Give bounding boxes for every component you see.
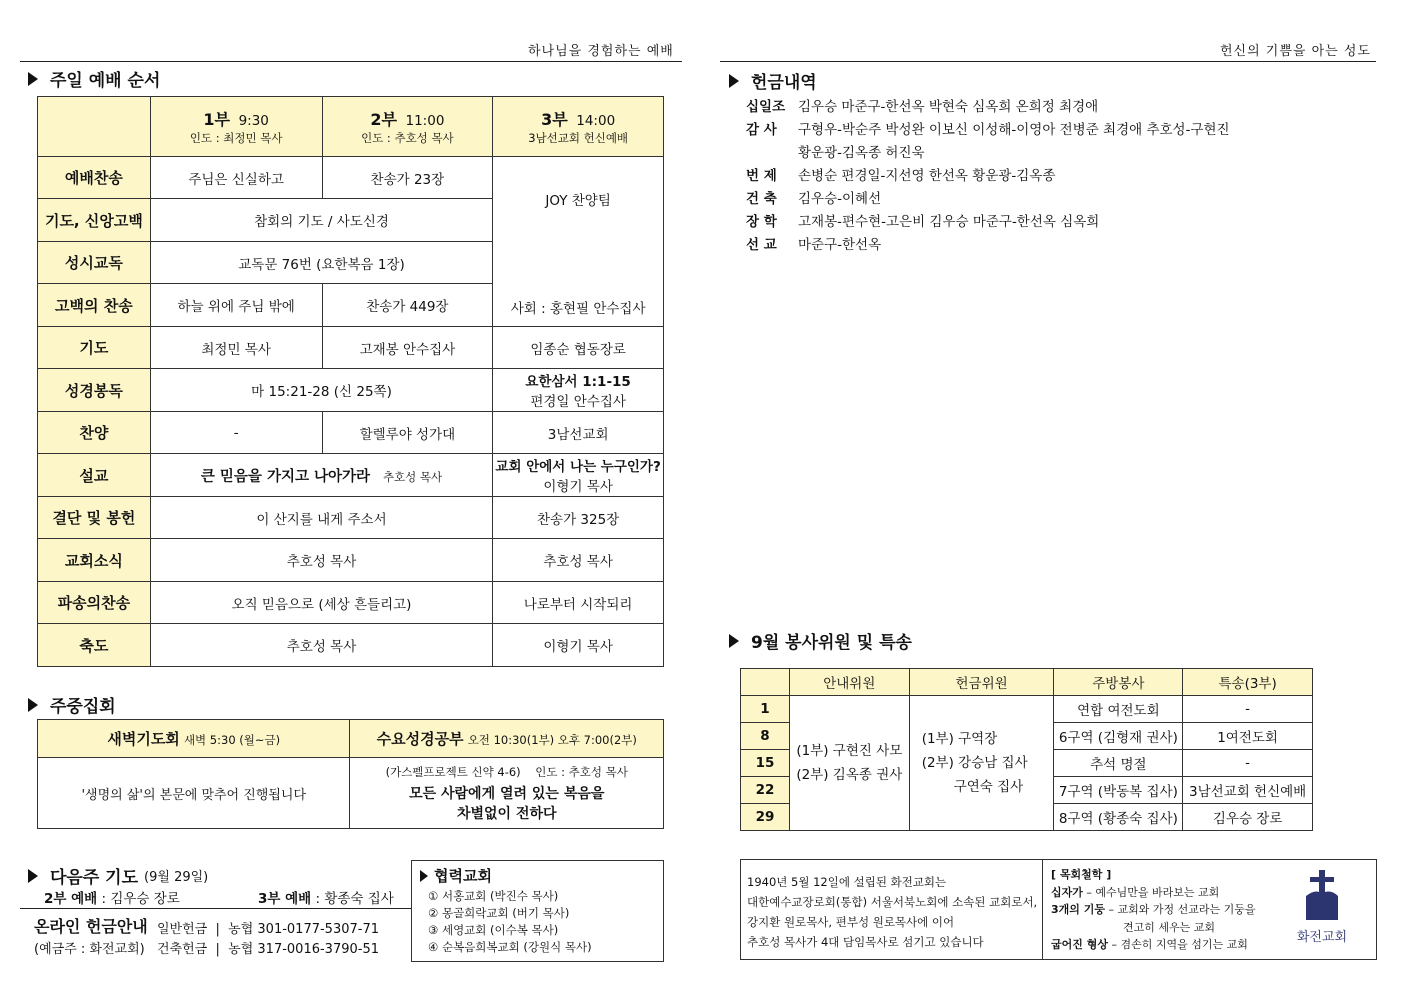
offering-category: 감 사 (746, 122, 777, 138)
service-3-time: 14:00 (576, 113, 616, 129)
offering-row (746, 211, 1230, 234)
special-song: 1여전도회 (1183, 723, 1313, 750)
next-prayer-title: 다음주 기도 (50, 868, 139, 888)
sermon-service-12 (150, 454, 492, 497)
service-3-header (493, 97, 664, 157)
worship-section-title (28, 66, 160, 91)
offering-row (746, 234, 1230, 257)
kitchen-volunteer: 연합 여전도회 (1054, 696, 1183, 723)
kitchen-volunteer: 6구역 (김형재 권사) (1054, 723, 1183, 750)
philosophy-label: 3개의 기둥 (1051, 903, 1105, 916)
offering-category: 장 학 (746, 214, 777, 230)
next-prayer-section-title (28, 863, 208, 888)
offering-names: 구형우-박순주 박성완 이보신 이성해-이영아 전병준 최경애 추호성-구현진 (798, 122, 1230, 138)
sending-hymn-service-12: 오직 믿음으로 (세상 흔들리고) (150, 582, 492, 624)
wed-study-theme-line1: 모든 사람에게 열려 있는 복음을 (409, 785, 605, 802)
church-logo-text: 화전교회 (1296, 930, 1348, 945)
offering-category: 번 제 (746, 168, 777, 184)
service-1-time: 9:30 (238, 113, 269, 129)
volunteer-header-kitchen: 주방봉사 (1054, 669, 1183, 696)
left-header-rule (20, 61, 682, 62)
service-2-header (322, 97, 493, 157)
weekly-meetings-table (37, 719, 664, 829)
partner-church-item: ② 몽골희락교회 (버기 목사) (428, 906, 570, 920)
wed-study-theme-line2: 차별없이 전하다 (456, 805, 557, 822)
row-label-responsive-reading: 성시교독 (38, 242, 151, 284)
building-offering-label: 건축헌금 (157, 942, 208, 957)
offerings-list (746, 96, 1230, 257)
partner-churches-header (420, 865, 663, 886)
wed-study-title: 수요성경공부 (376, 730, 464, 748)
triangle-bullet-icon (729, 634, 739, 648)
guide-volunteers (789, 696, 909, 831)
offering-service-12: 이 산지를 내게 주소서 (150, 497, 492, 539)
volunteer-date: 22 (741, 777, 790, 804)
offering-service-3: 찬송가 325장 (493, 497, 664, 539)
row-label-benediction: 축도 (38, 624, 151, 667)
pastoral-philosophy (1051, 866, 1256, 954)
offering-volunteer-3: 구연숙 집사 (953, 779, 1024, 795)
wed-study-time: 오전 10:30(1부) 오후 7:00(2부) (467, 733, 637, 747)
volunteer-date: 8 (741, 723, 790, 750)
separator: | (215, 922, 220, 937)
kitchen-volunteer: 추석 명절 (1054, 750, 1183, 777)
service-3-praise-team: JOY 찬양팀 (493, 157, 664, 242)
wed-study-curriculum: (가스펠프로젝트 신약 4-6) (385, 764, 521, 779)
offering-names: 마준구-한선옥 (798, 237, 882, 253)
next-prayer-2-name: : 김우승 장로 (101, 891, 180, 907)
offerings-section-title (729, 68, 817, 93)
triangle-bullet-icon (28, 72, 38, 86)
philosophy-label: 굽어진 형상 (1051, 938, 1108, 951)
philosophy-title: [ 목회철학 ] (1051, 868, 1112, 881)
volunteer-section-title (729, 628, 912, 653)
weekly-section-title (28, 692, 116, 717)
triangle-bullet-icon (420, 870, 428, 882)
special-song: 김우승 장로 (1183, 804, 1313, 831)
partner-church-item: ① 서홍교회 (박진수 목사) (428, 889, 559, 903)
philosophy-text: – 교회와 가정 선교라는 기둥을 (1108, 903, 1256, 916)
triangle-bullet-icon (729, 74, 739, 88)
sermon-service-3 (493, 454, 664, 497)
row-label-sermon: 설교 (38, 454, 151, 497)
next-prayer-3-name: : 황종숙 집사 (315, 891, 394, 907)
service-1-header (150, 97, 322, 157)
triangle-bullet-icon (28, 869, 38, 883)
church-cross-logo-icon (1302, 868, 1342, 922)
scripture-service-3 (493, 369, 664, 412)
left-header-title: 하나님을 경험하는 예배 (528, 44, 674, 59)
special-song: - (1183, 750, 1313, 777)
offering-volunteers (909, 696, 1054, 831)
philosophy-text: 견고히 세우는 교회 (1123, 920, 1216, 934)
row-label-sending-hymn: 파송의찬송 (38, 582, 151, 624)
special-song: - (1183, 696, 1313, 723)
online-offering-holder: (예금주 : 화전교회) (34, 942, 145, 957)
volunteer-date: 15 (741, 750, 790, 777)
service-3-note: 3남선교회 헌신예배 (528, 131, 629, 145)
church-history-line: 강지환 원로목사, 편부성 원로목사에 이어 (747, 915, 955, 929)
volunteer-date: 29 (741, 804, 790, 831)
church-news-service-3: 추호성 목사 (493, 539, 664, 582)
church-info-box (740, 859, 1377, 960)
building-offering-account: 농협 317-0016-3790-51 (228, 942, 380, 957)
next-prayer-rule (20, 908, 412, 909)
church-history-line: 1940년 5월 12일에 설립된 화전교회는 (747, 875, 947, 889)
dawn-prayer-header (38, 720, 350, 758)
offering-names: 손병순 편경일-지선영 한선옥 황운광-김옥종 (798, 168, 1056, 184)
offering-category (746, 142, 798, 165)
next-prayer-date: (9월 29일) (144, 870, 209, 885)
next-prayer-2-label: 2부 예배 (44, 891, 98, 907)
general-offering-account: 농협 301-0177-5307-71 (228, 922, 380, 937)
row-label-prayer-creed: 기도, 신앙고백 (38, 199, 151, 242)
row-label-offering: 결단 및 봉헌 (38, 497, 151, 539)
online-offering-title: 온라인 헌금안내 (34, 917, 148, 936)
wed-study-description (350, 758, 664, 829)
right-header-title: 헌신의 기쁨을 아는 성도 (1220, 44, 1371, 59)
row-label-hymn: 예배찬송 (38, 157, 151, 199)
prayer-service-2: 고재봉 안수집사 (322, 327, 493, 369)
dawn-prayer-time: 새벽 5:30 (월~금) (183, 733, 281, 747)
volunteer-header-special: 특송(3부) (1183, 669, 1313, 696)
prayer-service-3: 임종순 협동장로 (493, 327, 664, 369)
dawn-prayer-title: 새벽기도회 (107, 730, 180, 748)
service-3-host: 사회 : 홍현필 안수집사 (493, 242, 664, 327)
row-label-church-news: 교회소식 (38, 539, 151, 582)
next-prayer-service-2 (44, 887, 180, 907)
sending-hymn-service-3: 나로부터 시작되리 (493, 582, 664, 624)
weekly-title-text: 주중집회 (50, 697, 116, 717)
offering-category: 십일조 (746, 99, 786, 115)
benediction-service-3: 이형기 목사 (493, 624, 664, 667)
service-2-name: 2부 (370, 110, 397, 129)
offering-row (746, 142, 1230, 165)
prayer-creed-service-12: 참회의 기도 / 사도신경 (150, 199, 492, 242)
offering-row (746, 188, 1230, 211)
service-2-leader: 인도 : 추호성 목사 (361, 131, 454, 145)
next-prayer-3-label: 3부 예배 (258, 891, 312, 907)
online-offering-row-building (157, 938, 379, 957)
kitchen-volunteer: 8구역 (황종숙 집사) (1054, 804, 1183, 831)
volunteer-header-guide: 안내위원 (789, 669, 909, 696)
offering-names: 황운광-김옥종 허진욱 (798, 145, 925, 161)
wed-study-leader: 인도 : 추호성 목사 (535, 764, 628, 779)
partner-church-item: ④ 순복음희복교회 (강원식 목사) (428, 940, 592, 954)
service-3-name: 3부 (541, 110, 568, 129)
guide-volunteer-1: (1부) 구현진 사모 (796, 743, 903, 759)
scripture-service-3-passage: 요한삼서 1:1-15 (525, 374, 631, 390)
offering-row (746, 96, 1230, 119)
offering-category: 선 교 (746, 237, 777, 253)
wed-study-header (350, 720, 664, 758)
hymn-service-1: 주님은 신실하고 (150, 157, 322, 199)
kitchen-volunteer: 7구역 (박동복 집사) (1054, 777, 1183, 804)
partner-churches-box (411, 860, 664, 962)
next-prayer-service-3 (258, 887, 394, 907)
row-label-prayer: 기도 (38, 327, 151, 369)
service-1-name: 1부 (203, 110, 230, 129)
confession-hymn-service-1: 하늘 위에 주님 밖에 (150, 284, 322, 327)
worship-title-text: 주일 예배 순서 (50, 71, 161, 91)
guide-volunteer-2: (2부) 김옥종 권사 (796, 767, 903, 783)
offerings-title-text: 헌금내역 (751, 73, 817, 93)
row-label-confession-hymn: 고백의 찬송 (38, 284, 151, 327)
volunteer-title-text: 9월 봉사위원 및 특송 (751, 633, 912, 653)
church-history (747, 872, 1037, 952)
partner-churches-title: 협력교회 (434, 867, 492, 885)
philosophy-text: – 겸손히 지역을 섬기는 교회 (1111, 938, 1248, 951)
sermon-preacher: 추호성 목사 (382, 469, 443, 484)
partner-church-item: ③ 세영교회 (이수복 목사) (428, 923, 559, 937)
church-info-divider (1042, 860, 1043, 959)
volunteer-date: 1 (741, 696, 790, 723)
volunteer-table (740, 668, 1313, 831)
row-label-scripture: 성경봉독 (38, 369, 151, 412)
church-history-line: 대한예수교장로회(통합) 서울서북노회에 소속된 교회로서, (747, 895, 1038, 909)
scripture-service-3-reader: 편경일 안수집사 (530, 394, 626, 410)
offering-names: 김우승 마준구-한선옥 박현숙 심옥희 온희정 최경애 (798, 99, 1099, 115)
volunteer-header-offering: 헌금위원 (909, 669, 1054, 696)
offering-names: 김우승-이혜선 (798, 191, 882, 207)
scripture-service-12: 마 15:21-28 (신 25쪽) (150, 369, 492, 412)
dawn-prayer-description: '생명의 삶'의 본문에 맞추어 진행됩니다 (38, 758, 350, 829)
row-label-anthem: 찬양 (38, 412, 151, 454)
sermon-service-3-title: 교회 안에서 나는 누구인가? (495, 459, 661, 475)
offering-names: 고재봉-편수현-고은비 김우승 마준구-한선옥 심옥희 (798, 214, 1100, 230)
offering-volunteer-1: (1부) 구역장 (921, 731, 998, 747)
responsive-reading-service-12: 교독문 76번 (요한복음 1장) (150, 242, 492, 284)
anthem-service-1: - (150, 412, 322, 454)
worship-corner-cell (38, 97, 151, 157)
worship-order-table (37, 96, 664, 667)
sermon-service-3-preacher: 이형기 목사 (543, 479, 613, 495)
prayer-service-1: 최정민 목사 (150, 327, 322, 369)
right-header-rule (720, 61, 1376, 62)
offering-row (746, 165, 1230, 188)
philosophy-label: 십자가 (1051, 885, 1083, 899)
service-1-leader: 인도 : 최정민 목사 (189, 131, 283, 145)
triangle-bullet-icon (28, 698, 38, 712)
offering-row (746, 119, 1230, 142)
confession-hymn-service-2: 찬송가 449장 (322, 284, 493, 327)
church-news-service-12: 추호성 목사 (150, 539, 492, 582)
offering-category: 건 축 (746, 191, 777, 207)
hymn-service-2: 찬송가 23장 (322, 157, 493, 199)
partner-churches-list (428, 888, 663, 956)
service-2-time: 11:00 (405, 113, 445, 129)
offering-volunteer-2: (2부) 강승남 집사 (921, 755, 1028, 771)
special-song: 3남선교회 헌신예배 (1183, 777, 1313, 804)
church-history-line: 추호성 목사가 4대 담임목사로 섬기고 있습니다 (747, 935, 984, 949)
separator: | (215, 942, 220, 957)
benediction-service-12: 추호성 목사 (150, 624, 492, 667)
online-offering-row-general (157, 918, 379, 937)
church-logo (1287, 868, 1357, 952)
philosophy-text: – 예수님만을 바라보는 교회 (1086, 885, 1220, 899)
general-offering-label: 일반헌금 (157, 922, 208, 937)
volunteer-corner-cell (741, 669, 790, 696)
anthem-service-3: 3남선교회 (493, 412, 664, 454)
anthem-service-2: 할렐루야 성가대 (322, 412, 493, 454)
sermon-title: 큰 믿음을 가지고 나아가라 (200, 468, 371, 485)
